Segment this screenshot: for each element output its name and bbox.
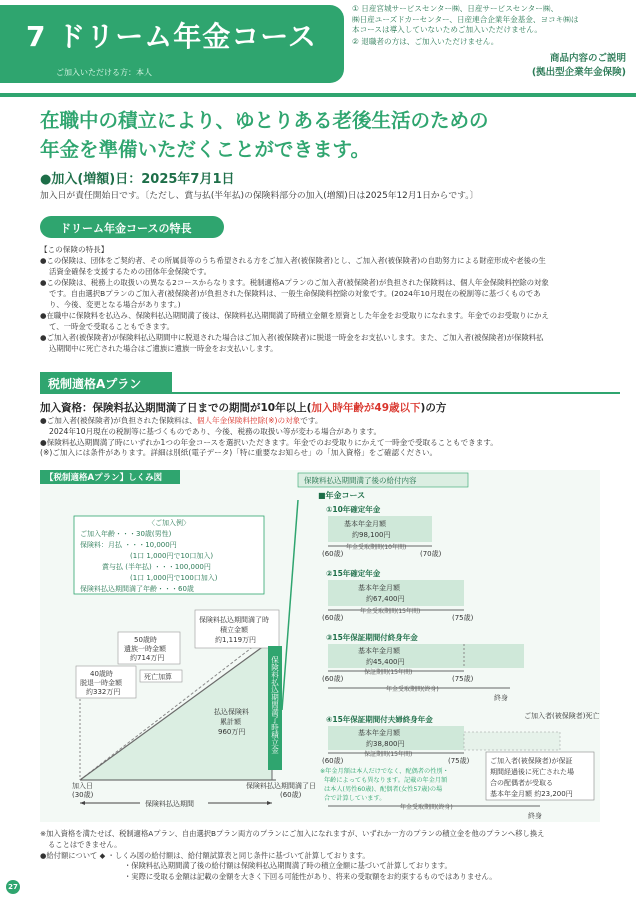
c4-period: 保証期間(15年間) — [364, 751, 413, 758]
feature-line: です。自由選択Bプランのご加入者(被保険者)が負担された保険料は、一般生命保険料控除の対象です。(2024年10月現在の税制等に基づくものであ — [49, 289, 541, 298]
c1-age: (60歳) — [322, 550, 344, 558]
eligible-subtitle: ご加入いただける方：本人 — [56, 68, 152, 77]
features-list — [40, 255, 620, 354]
c2-label: 基本年金月額 — [358, 584, 400, 592]
desc-line: (拠出型企業年金保険) — [531, 67, 626, 78]
c2-period: 年金受取期間(15年間) — [360, 608, 421, 615]
qual-suffix: )の方 — [420, 402, 447, 414]
end-day: 保険料払込期間満了日 — [246, 782, 316, 790]
end-value: 約1,119万円 — [215, 636, 257, 644]
cum-value: 960万円 — [218, 728, 246, 736]
survivor-label2: 遺族一時金額 — [124, 645, 166, 653]
withdraw-label: 40歳時 — [90, 670, 113, 678]
c4-note: は本人(男性60歳)、配偶者(女性57歳)の場 — [324, 786, 443, 793]
plan-underline — [172, 392, 620, 394]
example-line: ご加入年齢・・・30歳(男性) — [80, 530, 172, 538]
c3-age: (75歳) — [452, 675, 474, 683]
qual-age: 加入時年齢が49歳以下 — [311, 402, 421, 414]
c1-period: 年金受取期間(10年間) — [346, 544, 407, 551]
c3-end: 終身 — [494, 694, 508, 702]
c1-age: (70歳) — [420, 550, 442, 558]
footnote-line: ●給付額について ◆ ・しくみ図の給付額は、給付額試算表と同じ条件に基づいて計算しております。 — [40, 850, 370, 860]
page-header — [0, 0, 636, 92]
join-day: 加入日 — [72, 782, 93, 790]
plan-section-bar — [40, 372, 620, 394]
feature-line: ●ご加入者(被保険者)が保険料払込期間中に脱退された場合はご加入者(被保険者)に脱退一時金をお支払いします。また、ご加入者(被保険者)が保険料払 — [40, 333, 544, 342]
example-line: 賞与払 (半年払) ・・・100,000円 — [102, 563, 211, 571]
vertical-label: 保険料払込期間満了時積立金 — [270, 656, 280, 754]
page-number: 27 — [6, 880, 20, 894]
desc-line: 商品内容のご説明 — [549, 53, 626, 64]
b1-red: 個人年金保険料控除(※)の対象 — [196, 416, 301, 425]
c4-spouse-bar — [464, 732, 560, 750]
c4-title: ④15年保証期間付夫婦終身年金 — [326, 715, 433, 724]
end-age: (60歳) — [280, 791, 302, 799]
headline-line: 在職中の積立により、ゆとりある老後生活のための — [40, 109, 489, 132]
c3-age: (60歳) — [322, 675, 344, 683]
footnote-line: ※加入資格を満たせば、税制適格Aプラン、自由選択Bプラン両方のプランにご加入になれますが、いずれか一方のプランの積立金を他のプランへ移し換え — [40, 829, 545, 838]
features-pill: ドリーム年金コースの特長 — [40, 216, 224, 238]
example-line: 保険料：月払 ・・・10,000円 — [80, 541, 177, 549]
withdraw-value: 約332万円 — [86, 688, 121, 696]
header-divider — [0, 93, 636, 97]
plan-bullet: 2024年10月現在の税制等に基づくものであり、今後、税務の取扱い等が変わる場合があります。 — [49, 426, 382, 436]
scheme-diagram — [40, 470, 600, 822]
example-line: 保険料払込期間満了年齢・・・60歳 — [80, 585, 194, 593]
cum-label2: 累計額 — [220, 718, 241, 726]
c2-age: (60歳) — [322, 614, 344, 622]
course-title: ■年金コース — [318, 491, 366, 500]
plan-bullets — [40, 416, 620, 459]
note-line: ① 日産宮城サービスセンター㈱、日産サービスセンター㈱、 — [352, 4, 559, 13]
plan-bullet: ●保険料払込期間満了時にいずれか1つの年金コースを選択いただきます。年金でのお受取りにかえて一時金で受取ることもできます。 — [40, 437, 498, 447]
qual-prefix: 加入資格：保険料払込期間満了日までの期間が10年以上( — [40, 402, 312, 414]
c4-label: 基本年金月額 — [358, 729, 400, 737]
join-date: ●加入(増額)日：2025年7月1日 — [40, 172, 235, 187]
withdraw-label2: 脱退一時金額 — [80, 679, 122, 687]
page-title: 7 ドリーム年金コース — [26, 20, 317, 53]
c4-note: ※年金月額は本人だけでなく、配偶者の性別・ — [320, 768, 449, 775]
c2-age: (75歳) — [452, 614, 474, 622]
c4-box-line: ご加入者(被保険者)が保証 — [490, 757, 573, 765]
headline-line: 年金を準備いただくことができます。 — [40, 138, 370, 161]
c4-end: 終身 — [528, 812, 542, 820]
note-line: 本コースは導入していないためご加入いただけません。 — [352, 25, 542, 34]
b1-prefix: ●ご加入者(被保険者)が負担された保険料は、 — [40, 416, 197, 425]
c1-label: 基本年金月額 — [344, 520, 386, 528]
c4-note: 合で計算しています。 — [324, 795, 386, 802]
c4-note: 年齢によっても異なります。記載の年金月額 — [324, 777, 448, 784]
c2-title: ②15年確定年金 — [326, 569, 381, 578]
c3-life: 年金受取期間(終身) — [386, 686, 439, 693]
note-line: ② 退職者の方は、ご加入いただけません。 — [352, 36, 499, 46]
c3-title: ③15年保証期間付終身年金 — [326, 633, 418, 642]
plan-label: 税制適格Aプラン — [40, 372, 172, 394]
feature-line: ●この保険は、税務上の取扱いの異なる2コースからなります。税制適格Aプランのご加入者(被保険者)が負担された保険料は、個人年金保険料控除の対象 — [40, 278, 549, 287]
c3-value: 約45,400円 — [366, 658, 405, 666]
survivor-value: 約714万円 — [130, 654, 165, 662]
course-title-box — [0, 5, 344, 83]
c2-value: 約67,400円 — [366, 595, 405, 603]
c4-death: ご加入者(被保険者)死亡 — [524, 712, 600, 720]
note-line: ㈱日産ユーズドカーセンター、日産連合企業年金基金、ヨコキ㈱は — [352, 14, 579, 24]
c4-value: 約38,800円 — [366, 740, 405, 748]
c4-life: 年金受取期間(終身) — [400, 804, 453, 811]
c1-title: ①10年確定年金 — [326, 505, 381, 514]
end-value-label: 保険料払込期間満了時 — [199, 616, 269, 624]
end-value-label2: 積立金額 — [220, 626, 248, 634]
b1-suffix: です。 — [300, 416, 323, 425]
footnote-line: ・保険料払込期間満了後の給付額は保険料払込期間満了時の積立金額に基づいて計算しております。 — [124, 861, 452, 871]
c1-value: 約98,100円 — [352, 531, 391, 539]
feature-line: て、一時金で受取ることもできます。 — [49, 322, 174, 331]
death-label: 死亡加算 — [144, 673, 172, 681]
c4-box-line: 合の配偶者が受取る — [490, 779, 553, 787]
c3-period: 保証期間(15年間) — [364, 669, 413, 676]
feature-line: り、今後、変更となる場合があります。) — [49, 300, 181, 309]
example-line: (1口 1,000円で10口加入) — [130, 552, 214, 560]
survivor-label: 50歳時 — [134, 636, 157, 644]
c4-age: (60歳) — [322, 757, 344, 765]
footnote-line: ・実際に受取る金額は記載の金額を大きく下回る可能性があり、将来の受取額をお約束するものではありません。 — [124, 872, 497, 882]
join-date-note: 加入日が責任開始日です。〔ただし、賞与払(半年払)の保険料部分の加入(増額)日は2025年12月1日からです。〕 — [40, 191, 479, 201]
qualification — [40, 400, 446, 415]
scheme-svg — [40, 470, 600, 822]
c4-age: (75歳) — [448, 757, 470, 765]
main-headline — [40, 106, 489, 164]
footnotes — [40, 829, 620, 883]
c4-box-line: 基本年金月額 約23,200円 — [490, 790, 573, 798]
c3-label: 基本年金月額 — [358, 647, 400, 655]
product-description — [532, 52, 626, 80]
join-age: (30歳) — [72, 791, 94, 799]
c4-box-line: 期間経過後に死亡された場 — [490, 768, 574, 776]
feature-line: 込期間中に死亡された場合はご遺族に遺族一時金をお支払いします。 — [49, 344, 278, 353]
feature-line: ●在職中に保険料を払込み、保険料払込期間満了後は、保険料払込期間満了時積立金額を原資とした年金をお受取りになれます。年金でのお受取りにかえ — [40, 311, 549, 320]
feature-line: 活資金確保を支援するための団体年金保険です。 — [49, 267, 212, 276]
plan-bullet: (※)ご加入には条件があります。詳細は別紙(電子データ)「特に重要なお知らせ」の「加入資格」をご確認ください。 — [40, 448, 438, 458]
right-title: 保険料払込期間満了後の給付内容 — [304, 476, 417, 485]
footnote-line: ることはできません。 — [48, 839, 122, 849]
period-label: 保険料払込期間 — [145, 800, 194, 808]
plan-bullet — [40, 416, 620, 427]
example-line: (1口 1,000円で100口加入) — [130, 574, 218, 582]
cum-label: 払込保険料 — [214, 708, 249, 716]
scheme-title: 【税制適格Aプラン】しくみ図 — [45, 473, 163, 483]
example-title: 〈ご加入例〉 — [148, 519, 190, 527]
features-heading: 【この保険の特長】 — [40, 245, 109, 254]
feature-line: ●この保険は、団体をご契約者、その所属員等のうち希望される方をご加入者(被保険者)とし、ご加入者(被保険者)の自助努力による財産形成や老後の生 — [40, 256, 546, 265]
header-notes — [352, 4, 630, 47]
